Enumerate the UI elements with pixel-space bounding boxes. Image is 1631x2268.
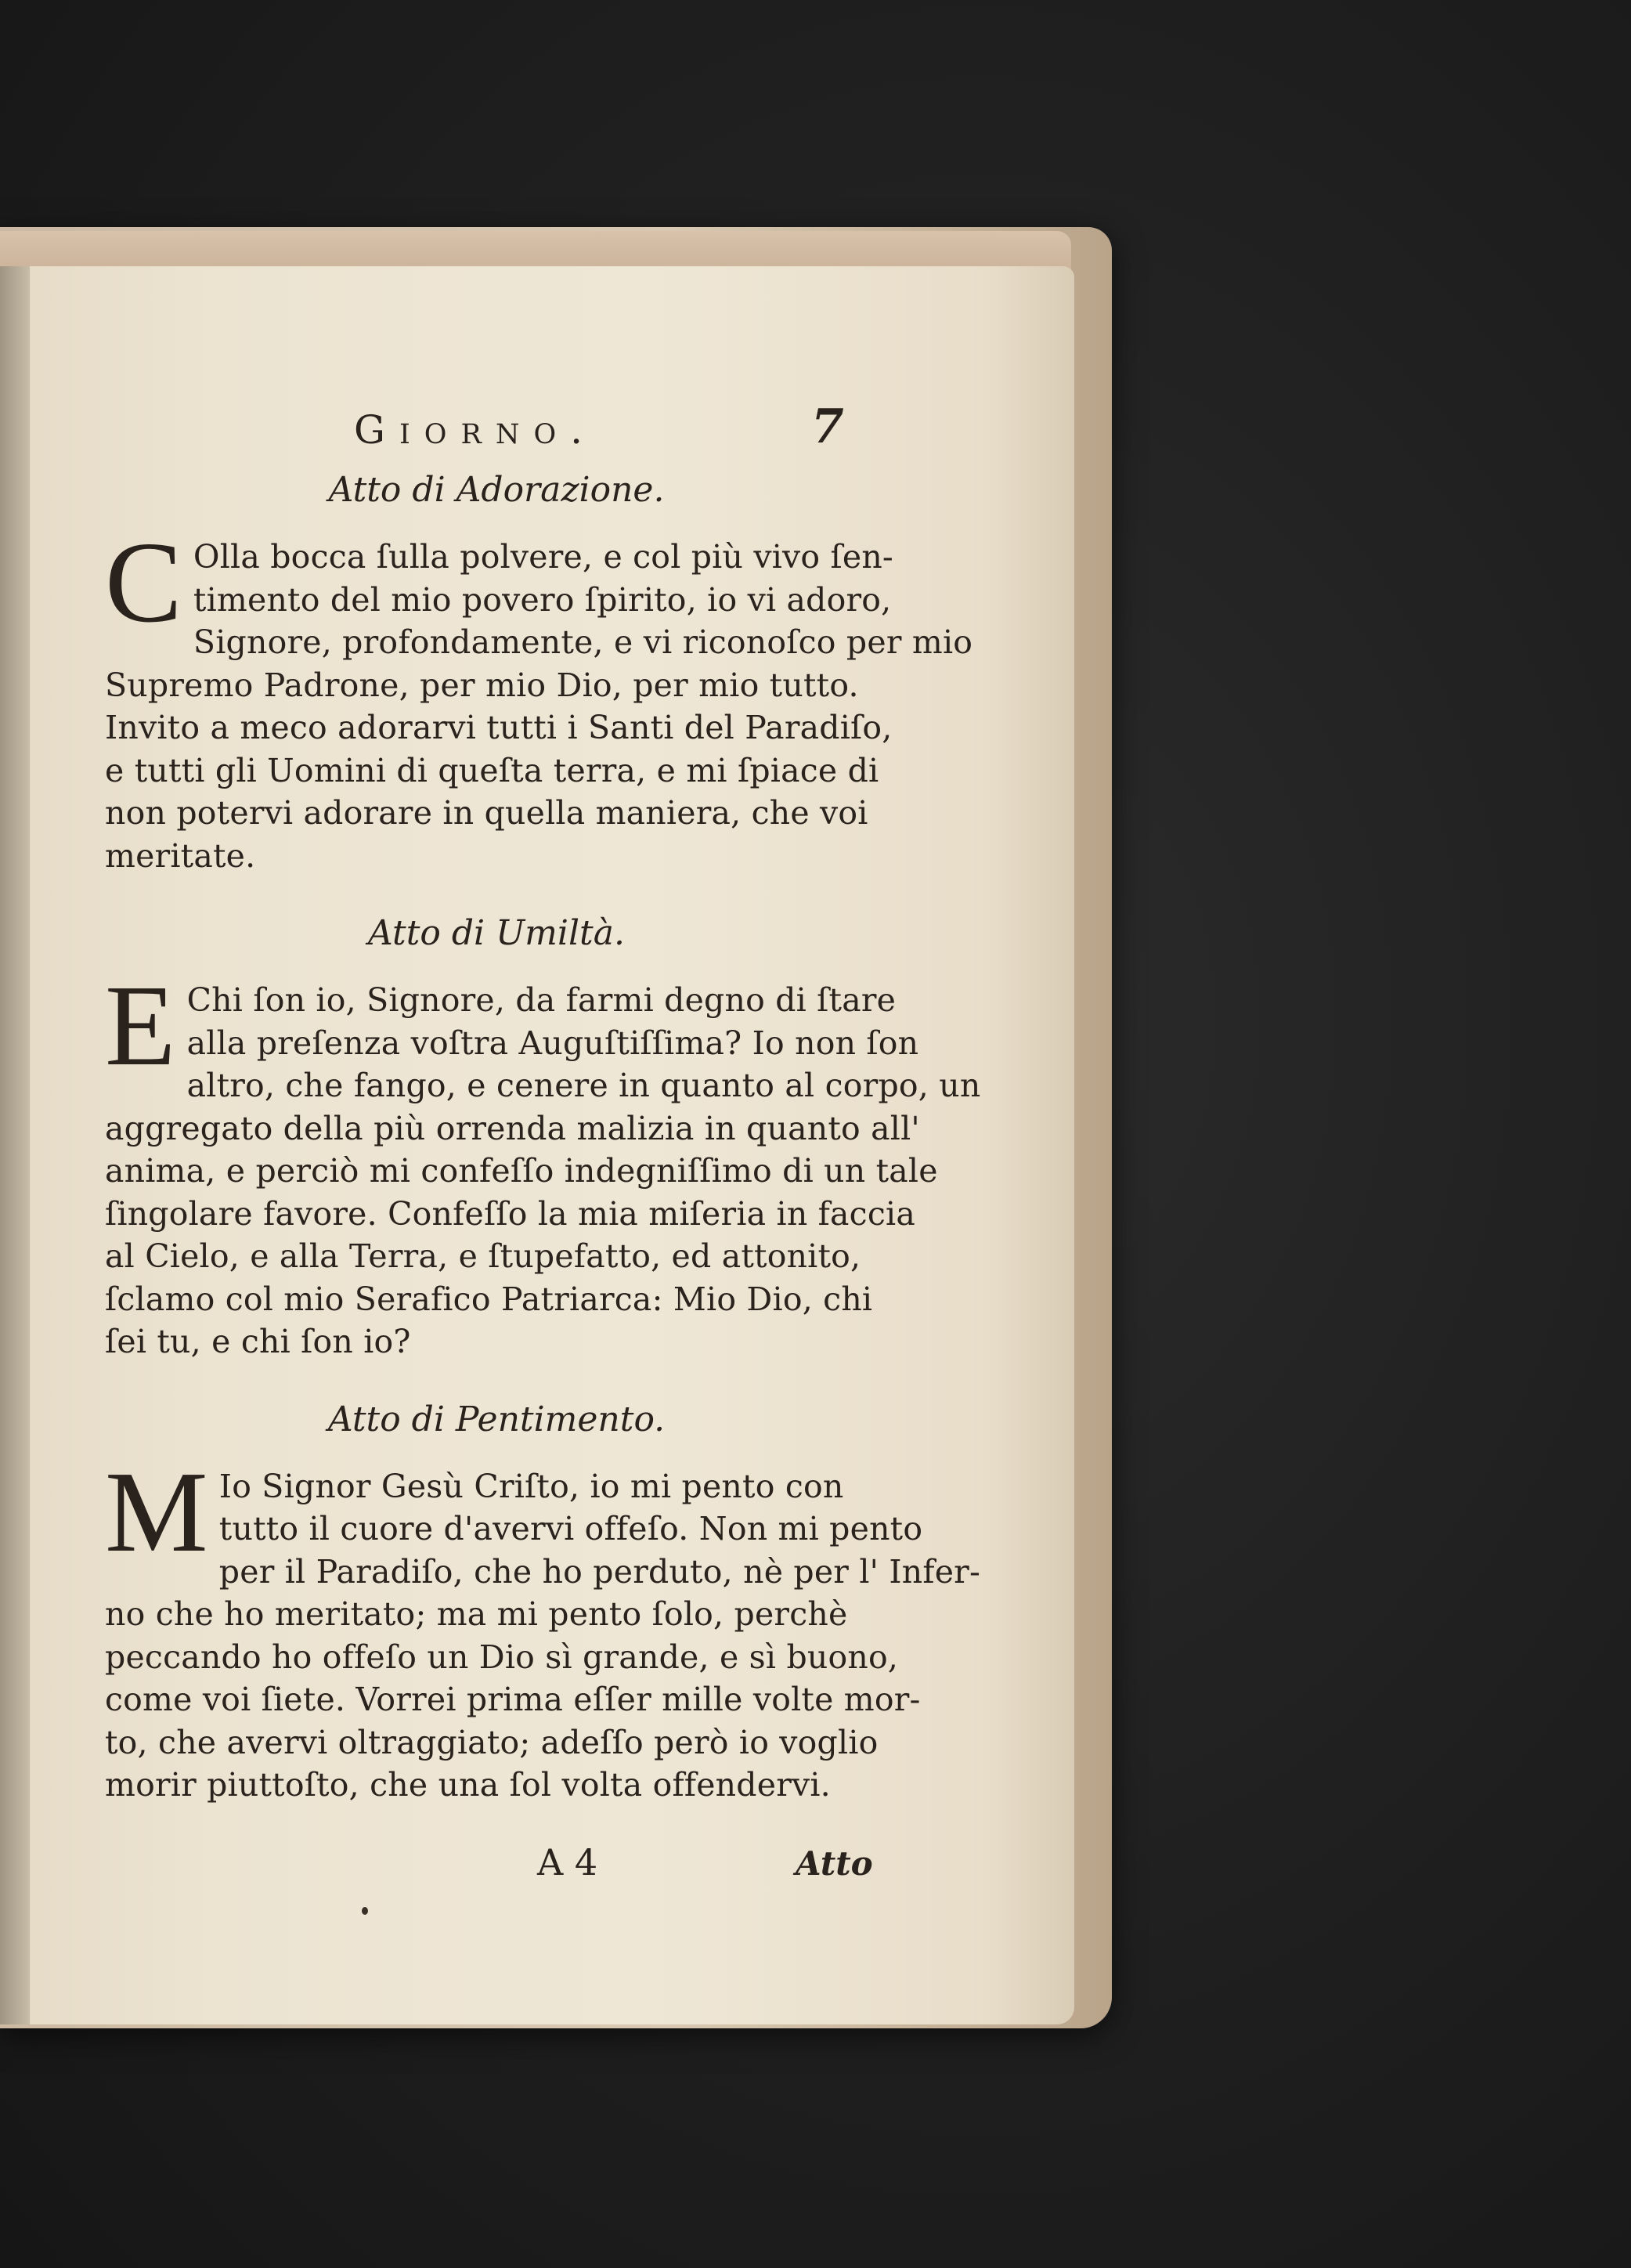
text-line: Invito a meco adorarvi tutti i Santi del Paradiſo, xyxy=(105,709,893,746)
paragraph-adorazione xyxy=(105,518,973,877)
page-text xyxy=(105,392,981,1896)
text-line: non potervi adorare in quella maniera, che voi xyxy=(105,794,868,832)
text-line: meritate. xyxy=(105,836,256,875)
text-line: ſingolare favore. Confeſſo la mia miſeria in faccia xyxy=(105,1194,915,1233)
drop-cap: M xyxy=(105,1447,208,1576)
text-line: anima, e perciò mi confeſſo indegniſſimo di un tale xyxy=(105,1152,938,1190)
text-line: to, che avervi oltraggiato; adeſſo però io voglio xyxy=(105,1723,879,1761)
text-line: ſei tu, e chi ſon io? xyxy=(105,1323,411,1360)
text-line: al Cielo, e alla Terra, e ſtupefatto, ed attonito, xyxy=(105,1237,861,1275)
text-line: ſclamo col mio Serafico Patriarca: Mio Dio, chi xyxy=(105,1280,873,1318)
text-line: come voi ſiete. Vorrei prima eſſer mille volte mor- xyxy=(105,1681,921,1718)
paragraph-pentimento xyxy=(105,1447,981,1807)
paragraph-umilta xyxy=(105,962,981,1363)
text-line: no che ho meritato; ma mi pento ſolo, perchè xyxy=(105,1595,848,1633)
ink-fleck xyxy=(362,1907,368,1915)
catchline xyxy=(105,1841,888,1896)
text-line: e tutti gli Uomini di queſta terra, e mi ſpiace di xyxy=(105,751,879,789)
page-number: 7 xyxy=(811,399,844,454)
text-line: aggregato della più orrenda malizia in quanto all' xyxy=(105,1109,920,1147)
drop-cap: C xyxy=(105,518,182,647)
text-line: alla preſenza voſtra Auguſtiſſima? Io non ſon xyxy=(186,1024,919,1062)
text-line: Olla bocca ſulla polvere, e col più vivo ſen- xyxy=(193,538,893,576)
text-line: Signore, profondamente, e vi riconoſco per mio xyxy=(193,623,973,661)
text-line: timento del mio povero ſpirito, io vi adoro, xyxy=(193,580,892,619)
text-line: Io Signor Gesù Criſto, io mi pento con xyxy=(218,1467,844,1505)
drop-cap: E xyxy=(105,962,176,1090)
text-line: altro, che fango, e cenere in quanto al corpo, un xyxy=(186,1067,981,1104)
section-heading-pentimento: Atto di Pentimento. xyxy=(327,1399,666,1439)
page-gutter xyxy=(0,266,30,2024)
catchword: Atto xyxy=(796,1844,873,1883)
section-heading-umilta: Atto di Umiltà. xyxy=(368,913,625,953)
text-line: per il Paradiſo, che ho perduto, nè per l' Infer- xyxy=(218,1552,981,1591)
text-line: Supremo Padrone, per mio Dio, per mio tutto. xyxy=(105,666,859,704)
running-head xyxy=(105,392,888,454)
text-line: tutto il cuore d'avervi offeſo. Non mi pento xyxy=(218,1510,923,1548)
text-line: Chi ſon io, Signore, da farmi degno di ſtare xyxy=(186,981,897,1019)
running-title: Giorno. xyxy=(354,407,597,453)
text-line: morir piuttoſto, che una ſol volta offendervi. xyxy=(105,1766,831,1804)
section-heading-adorazione: Atto di Adorazione. xyxy=(328,470,665,510)
signature-mark: A 4 xyxy=(537,1840,598,1883)
text-line: peccando ho offeſo un Dio sì grande, e sì buono, xyxy=(105,1638,899,1676)
